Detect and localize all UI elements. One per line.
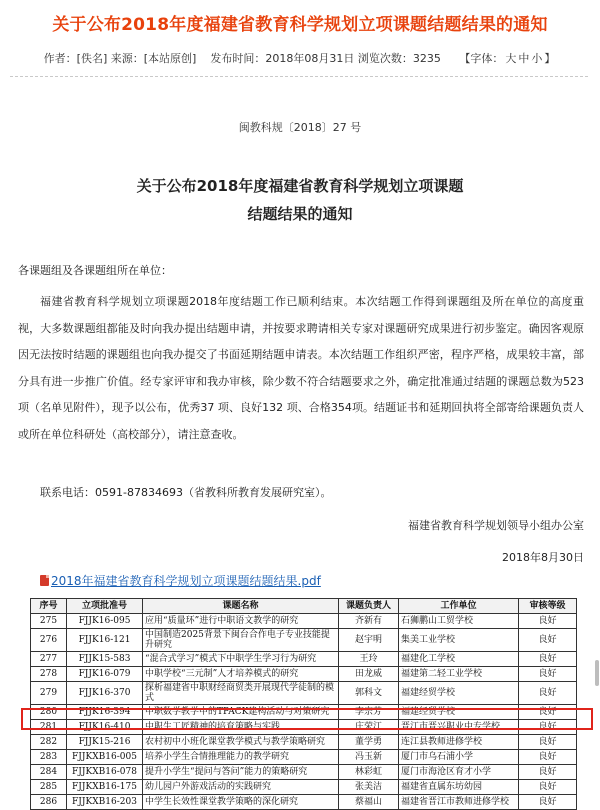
heading-line-1: 关于公布2018年度福建省教育科学规划立项课题 [136, 177, 464, 195]
table-row [31, 765, 577, 780]
table-cell: 蔡福山 [339, 795, 399, 810]
table-cell: 庄荣江 [339, 720, 399, 735]
signature-organization: 福建省教育科学规划领导小组办公室 [408, 519, 584, 532]
table-cell: 中职学校“三元制”人才培养模式的研究 [143, 667, 339, 682]
table-cell: 285 [31, 780, 67, 795]
table-cell: 良好 [519, 720, 577, 735]
table-cell: 福建经贸学校 [399, 682, 519, 705]
result-table-image [30, 598, 576, 807]
font-size-close: 】 [544, 52, 556, 65]
col-header: 课题名称 [143, 599, 339, 614]
table-cell: 福建经贸学校 [399, 705, 519, 720]
table-cell: 276 [31, 629, 67, 652]
table-cell: 278 [31, 667, 67, 682]
col-header: 工作单位 [399, 599, 519, 614]
salutation: 各课题组及各课题组所在单位： [18, 264, 172, 277]
divider [10, 76, 588, 77]
table-cell: 郭科文 [339, 682, 399, 705]
attachment-link[interactable]: 2018年福建省教育科学规划立项课题结题结果.pdf [51, 574, 321, 588]
table-cell: 提升小学生“提问与答问”能力的策略研究 [143, 765, 339, 780]
table-cell: 连江县教师进修学校 [399, 735, 519, 750]
scrollbar[interactable] [595, 660, 599, 686]
table-row [31, 750, 577, 765]
table-cell: 张美洁 [339, 780, 399, 795]
table-cell: 良好 [519, 765, 577, 780]
contact-phone: 联系电话：0591-87834693（省教科所教育发展研究室）。 [40, 486, 332, 499]
table-cell: 培养小学生合情推理能力的教学研究 [143, 750, 339, 765]
table-cell: 福建省晋江市教师进修学校 [399, 795, 519, 810]
table-cell: FJJK16-370 [67, 682, 143, 705]
table-cell: 应用“质量环”进行中职语文教学的研究 [143, 614, 339, 629]
font-size-label: 【字体： [459, 52, 504, 65]
table-cell: 董学勇 [339, 735, 399, 750]
table-cell: FJJK16-079 [67, 667, 143, 682]
col-header: 课题负责人 [339, 599, 399, 614]
table-cell: 284 [31, 765, 67, 780]
table-cell: 良好 [519, 780, 577, 795]
page-title: 关于公布2018年度福建省教育科学规划立项课题结题结果的通知 [52, 15, 548, 35]
table-row [31, 629, 577, 652]
table-cell: “混合式学习”模式下中职学生学习行为研究 [143, 652, 339, 667]
table-cell: 齐新有 [339, 614, 399, 629]
table-cell: 农村初中小班化课堂教学模式与教学策略研究 [143, 735, 339, 750]
table-cell: 中国制造2025背景下闽台合作电子专业技能提升研究 [143, 629, 339, 652]
attachment [40, 572, 321, 589]
table-cell: 李宗芳 [339, 705, 399, 720]
table-cell: 田龙威 [339, 667, 399, 682]
table-cell: 福建省直属东坊幼园 [399, 780, 519, 795]
table-cell: 集美工业学校 [399, 629, 519, 652]
table-cell: 王玲 [339, 652, 399, 667]
table-row [31, 682, 577, 705]
source: 来源：[本站原创] [110, 52, 197, 65]
col-header: 序号 [31, 599, 67, 614]
signature-date: 2018年8月30日 [502, 551, 584, 564]
table-row [31, 735, 577, 750]
table-row [31, 705, 577, 720]
table-cell: 良好 [519, 614, 577, 629]
table-cell: 282 [31, 735, 67, 750]
table-cell: 275 [31, 614, 67, 629]
table-cell: FJJK16-121 [67, 629, 143, 652]
result-table [30, 598, 577, 810]
table-row [31, 720, 577, 735]
table-cell: 石狮鹏山工贸学校 [399, 614, 519, 629]
document-number: 闽教科规〔2018〕27 号 [238, 121, 362, 134]
table-cell: FJJK15-216 [67, 735, 143, 750]
table-cell: 赵宇明 [339, 629, 399, 652]
col-header: 审核等级 [519, 599, 577, 614]
table-row [31, 667, 577, 682]
table-cell: 277 [31, 652, 67, 667]
table-cell: 良好 [519, 735, 577, 750]
table-row [31, 780, 577, 795]
table-cell: 福建第二轻工业学校 [399, 667, 519, 682]
document-heading [0, 172, 600, 228]
author: 作者：[佚名] [43, 52, 108, 65]
font-small-button[interactable]: 小 [531, 52, 543, 65]
table-cell: 279 [31, 682, 67, 705]
col-header: 立项批准号 [67, 599, 143, 614]
heading-line-2: 结题结果的通知 [247, 205, 353, 223]
table-cell: 286 [31, 795, 67, 810]
table-cell: FJJKXB16-005 [67, 750, 143, 765]
table-cell: FJJKXB16-175 [67, 780, 143, 795]
pdf-icon [40, 575, 49, 586]
table-cell: 厦门市乌石浦小学 [399, 750, 519, 765]
table-cell: 良好 [519, 795, 577, 810]
table-cell: 幼儿园户外游戏活动的实践研究 [143, 780, 339, 795]
table-cell: 晋江市晋兴职业中专学校 [399, 720, 519, 735]
table-cell: FJJKXB16-078 [67, 765, 143, 780]
table-row [31, 795, 577, 810]
table-header-row [31, 599, 577, 614]
table-cell: 厦门市海沧区育才小学 [399, 765, 519, 780]
table-cell: 良好 [519, 667, 577, 682]
table-cell: FJJKXB16-203 [67, 795, 143, 810]
body-paragraph: 福建省教育科学规划立项课题2018年度结题工作已顺利结束。本次结题工作得到课题组及所在单位的高度重视，大多数课题组都能及时向我办提出结题申请，并按要求聘请相关专家对课题研究成果进行初步鉴定。确因客观原因无法按时结题的课题组也向我办提交了书面延期结题申请表。本次结题工作组织严密，程序严格，成果较丰富，部分具有进一步推广价值。经专家评审和我办审核，除少数不符合结题要求之外，确定批准通过结题的课题总数为523 项（名单见附件），现予以公布，优秀37 项、良好132 项、合格354项。结题证书和延期回执将全部寄给课题负责人或所在单位科研处（高校部分），请注意查收。 [18, 295, 584, 441]
publish-time: 发布时间：2018年08月31日 [210, 52, 355, 65]
table-cell: 中职生工匠精神的培育策略与实践 [143, 720, 339, 735]
table-cell: 良好 [519, 705, 577, 720]
table-row [31, 614, 577, 629]
table-cell: 281 [31, 720, 67, 735]
table-cell: 良好 [519, 652, 577, 667]
table-cell: 良好 [519, 629, 577, 652]
table-cell: 探析福建省中职财经商贸类开展现代学徒制的模式 [143, 682, 339, 705]
table-cell: 中学生长效性课堂教学策略的深化研究 [143, 795, 339, 810]
font-large-button[interactable]: 大 [505, 52, 517, 65]
article-meta [0, 50, 600, 66]
table-cell: 福建化工学校 [399, 652, 519, 667]
table-cell: 林彩虹 [339, 765, 399, 780]
table-cell: FJJK16-410 [67, 720, 143, 735]
font-size-switch [458, 52, 556, 65]
table-cell: FJJK16-394 [67, 705, 143, 720]
table-cell: 冯玉新 [339, 750, 399, 765]
table-cell: 280 [31, 705, 67, 720]
table-row [31, 652, 577, 667]
table-cell: 良好 [519, 682, 577, 705]
table-cell: 中职数学教学中的TPACK建构活动与对策研究 [143, 705, 339, 720]
table-cell: 良好 [519, 750, 577, 765]
table-cell: FJJK15-583 [67, 652, 143, 667]
table-cell: FJJK16-095 [67, 614, 143, 629]
table-cell: 283 [31, 750, 67, 765]
view-count: 浏览次数：3235 [357, 52, 441, 65]
font-medium-button[interactable]: 中 [518, 52, 530, 65]
